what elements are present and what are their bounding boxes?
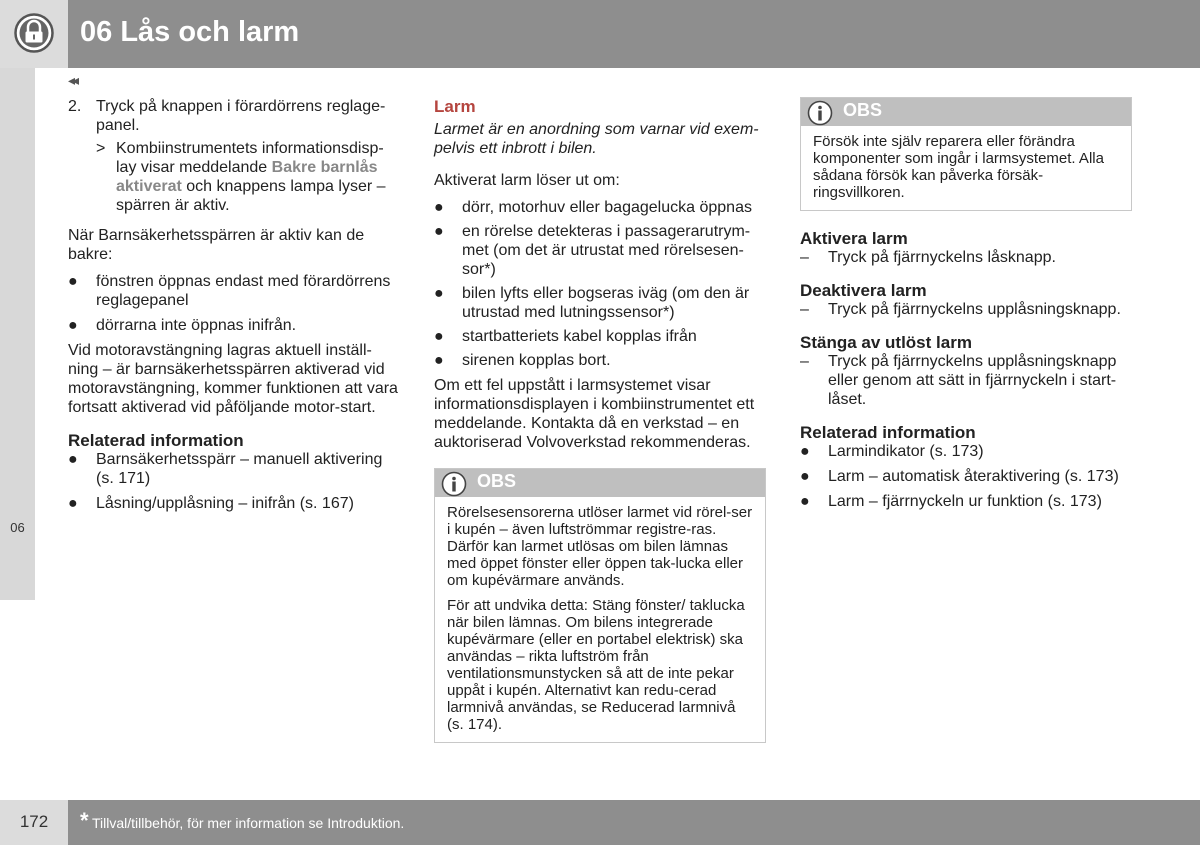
instruction-item	[800, 300, 1132, 319]
bullet-icon: ●	[68, 317, 78, 334]
list-item	[68, 316, 400, 335]
related-link-text[interactable]: Larmindikator (s. 173)	[828, 443, 984, 460]
section-title: Larm	[434, 97, 476, 116]
list-item	[434, 284, 766, 322]
dash-marker: –	[800, 301, 809, 318]
instruction-text: Tryck på fjärrnyckelns upplåsningsknapp.	[828, 301, 1121, 318]
lock-icon	[14, 13, 54, 53]
dash-marker: –	[800, 249, 809, 266]
list-item-text: sirenen kopplas bort.	[462, 352, 611, 369]
footnote-star: *	[80, 808, 89, 833]
intro-paragraph: När Barnsäkerhetsspärren är aktiv kan de bakre:	[68, 227, 365, 263]
sub-step-text-1: Kombiinstrumentets informationsdisp-lay visar meddelande	[116, 140, 384, 176]
bullet-icon: ●	[68, 273, 78, 290]
page-number: 172	[19, 812, 49, 831]
sub-step-text-2: och knappens lampa lyser – spärren är aktiv.	[116, 178, 386, 214]
chapter-side-tab[interactable]	[0, 68, 35, 600]
list-item	[434, 351, 766, 370]
intro-paragraph: Aktiverat larm löser ut om:	[434, 172, 620, 189]
dash-marker: –	[800, 353, 809, 370]
obs-body	[801, 126, 1131, 210]
bullet-icon: ●	[800, 468, 810, 485]
body-paragraph: Vid motoravstängning lagras aktuell inställ-ning – är barnsäkerhetsspärren aktiverad vid motoravstängning, kommer funktionen att vara fortsatt aktiverad vid påföljande motor-start.	[68, 342, 398, 416]
lead-paragraph: Larmet är en anordning som varnar vid exem-pelvis ett inbrott i bilen.	[434, 121, 759, 157]
bullet-icon: ●	[434, 285, 444, 302]
bullet-icon: ●	[68, 451, 78, 468]
step-text: Tryck på knappen i förardörrens reglage-panel.	[96, 98, 386, 134]
list-item-text: bilen lyfts eller bogseras iväg (om den är utrustad med lutningssensor*)	[462, 285, 750, 321]
list-item-text: dörrarna inte öppnas inifrån.	[96, 317, 297, 334]
instruction-item	[800, 352, 1132, 409]
list-item-text: en rörelse detekteras i passagerarutrym-met (om det är utrustat med rörelsesen-sor*)	[462, 223, 751, 278]
body-paragraph: Om ett fel uppstått i larmsystemet visar informationsdisplayen i kombiinstrumentet ett meddelande. Kontakta då en verkstad – en auktoriserad Volvoverkstad rekommenderas.	[434, 377, 755, 451]
obs-paragraph: Försök inte själv reparera eller förändra komponenter som ingår i larmsystemet. Alla sådana försök kan påverka försäk-ringsvillkoren.	[813, 133, 1104, 201]
obs-header	[435, 469, 765, 497]
back-arrow-icon[interactable]: ◂◂	[68, 72, 77, 88]
sub-step-marker: >	[96, 140, 106, 157]
obs-note-box	[800, 97, 1132, 211]
obs-title: OBS	[477, 471, 517, 491]
step-item	[68, 97, 400, 135]
bullet-icon: ●	[434, 328, 444, 345]
page-number-box	[0, 800, 68, 845]
turn-off-alarm-heading: Stänga av utlöst larm	[800, 333, 972, 352]
obs-note-box	[434, 468, 766, 743]
related-link[interactable]	[68, 494, 400, 513]
info-icon	[807, 100, 833, 126]
related-link-text[interactable]: Larm – automatisk återaktivering (s. 173)	[828, 468, 1119, 485]
list-item-text: fönstren öppnas endast med förardörrens reglagepanel	[96, 273, 391, 309]
related-link[interactable]	[800, 492, 1132, 511]
chapter-header	[0, 0, 1200, 68]
activate-alarm-heading: Aktivera larm	[800, 229, 908, 248]
list-item	[68, 272, 400, 310]
column-1	[68, 97, 400, 513]
page-footer	[0, 800, 1200, 845]
column-3	[800, 97, 1132, 511]
bullet-icon: ●	[800, 493, 810, 510]
obs-body	[435, 497, 765, 742]
deactivate-alarm-heading: Deaktivera larm	[800, 281, 927, 300]
obs-title: OBS	[843, 100, 883, 120]
step-number: 2.	[68, 98, 82, 115]
related-link-text[interactable]: Barnsäkerhetsspärr – manuell aktivering (s. 171)	[96, 451, 383, 487]
related-info-heading: Relaterad information	[800, 423, 976, 442]
obs-paragraph: För att undvika detta: Stäng fönster/ taklucka när bilen lämnas. Om bilens integrerade kupévärmare (eller en portabel elektrisk) ska användas – rikta luftström från ventilationsmunstycken så att de inte pekar uppåt i kupén. Alternativt kan redu-cerad larmnivå användas, se Reducerad larmnivå (s. 174).	[447, 597, 745, 733]
chapter-icon-box	[0, 0, 68, 68]
instruction-item	[800, 248, 1132, 267]
list-item	[434, 327, 766, 346]
bullet-icon: ●	[434, 223, 444, 240]
list-item	[434, 198, 766, 217]
column-2	[434, 97, 766, 743]
list-item	[434, 222, 766, 279]
sub-step	[96, 139, 400, 215]
instruction-text: Tryck på fjärrnyckelns upplåsningsknapp eller genom att sätt in fjärrnyckeln i start-låset.	[828, 353, 1117, 408]
list-item-text: startbatteriets kabel kopplas ifrån	[462, 328, 697, 345]
bullet-icon: ●	[434, 199, 444, 216]
info-icon	[441, 471, 467, 497]
obs-header	[801, 98, 1131, 126]
instruction-text: Tryck på fjärrnyckelns låsknapp.	[828, 249, 1056, 266]
related-link[interactable]	[800, 442, 1132, 461]
display-message-highlight: Bakre barnlås aktiverat	[116, 159, 378, 195]
footnote-text: Tillval/tillbehör, för mer information se Introduktion.	[92, 815, 405, 831]
bullet-icon: ●	[800, 443, 810, 460]
obs-paragraph: Rörelsesensorerna utlöser larmet vid rörel-ser i kupén – även luftströmmar registre-ras. Därför kan larmet utlösas om bilen lämnas med öppet fönster eller öppen tak-lucka eller om kupévärmare används.	[447, 504, 753, 589]
bullet-icon: ●	[68, 495, 78, 512]
related-link-text[interactable]: Larm – fjärrnyckeln ur funktion (s. 173)	[828, 493, 1102, 510]
list-item-text: dörr, motorhuv eller bagagelucka öppnas	[462, 199, 752, 216]
related-info-heading: Relaterad information	[68, 431, 244, 450]
side-tab-label: 06	[10, 520, 25, 535]
related-link[interactable]	[68, 450, 400, 488]
related-link[interactable]	[800, 467, 1132, 486]
chapter-title: 06 Lås och larm	[80, 16, 300, 48]
related-link-text[interactable]: Låsning/upplåsning – inifrån (s. 167)	[96, 495, 354, 512]
bullet-icon: ●	[434, 352, 444, 369]
